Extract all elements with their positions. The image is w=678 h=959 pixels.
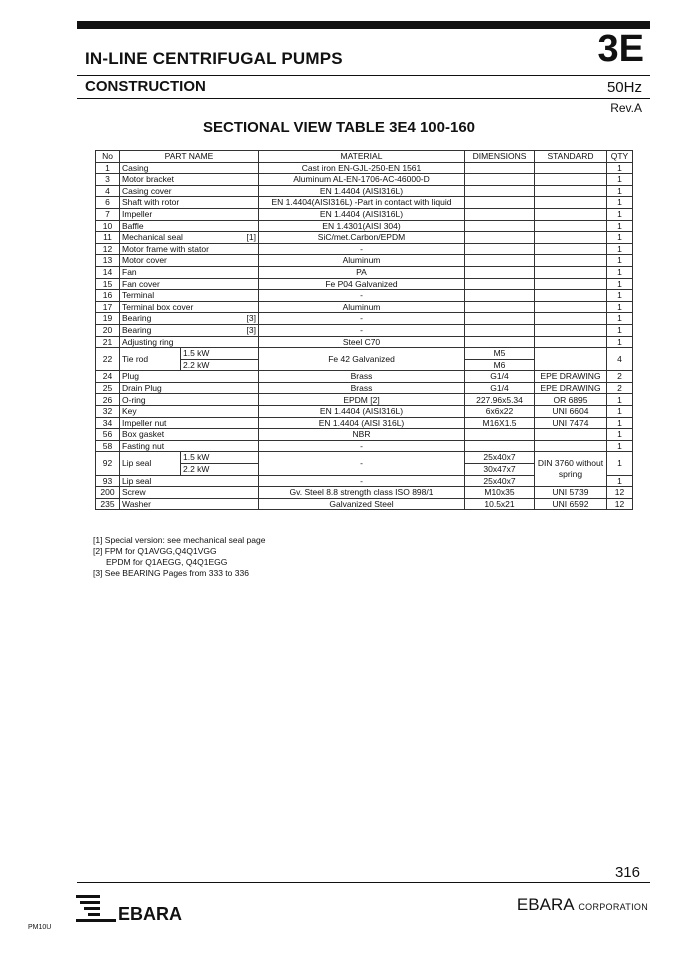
cell-dimensions [465,278,535,290]
part-name: Screw [122,487,146,498]
divider [77,98,650,99]
cell-part [120,174,259,186]
part-name: Terminal [122,290,155,301]
cell-dimensions [465,324,535,336]
cell-no: 16 [96,290,120,302]
cell-material: Fe P04 Galvanized [259,278,465,290]
part-name: Impeller [122,209,153,220]
cell-dimensions: M6 [465,359,535,371]
table-row [96,429,633,441]
cell-standard: UNI 7474 [535,417,607,429]
cell-dimensions [465,301,535,313]
cell-material: Cast iron EN-GJL-250-EN 1561 [259,162,465,174]
part-name: Bearing [122,324,152,335]
page-title: IN-LINE CENTRIFUGAL PUMPS [85,49,343,68]
cell-part [120,487,259,499]
cell-no: 17 [96,301,120,313]
cell-part [120,371,259,383]
cell-material: - [259,452,465,475]
cell-part [120,243,259,255]
cell-part [120,417,259,429]
table-row [96,185,633,197]
cell-dimensions: G1/4 [465,371,535,383]
part-name: Motor bracket [122,174,174,185]
ebara-logo [76,893,196,923]
part-name: Drain Plug [122,382,162,393]
table-row [96,174,633,186]
footnote: [3] See BEARING Pages from 333 to 336 [93,568,249,578]
cell-part: Tie rod [120,348,181,371]
part-name: Plug [122,371,140,382]
table-row [96,336,633,348]
cell-dimensions: 6x6x22 [465,406,535,418]
parts-table [95,150,633,510]
cell-qty: 2 [607,382,633,394]
table-row [96,208,633,220]
footnotes [93,535,265,579]
part-ref: [1] [246,232,256,243]
cell-qty: 1 [607,452,633,475]
part-name: Casing cover [122,185,172,196]
cell-dimensions [465,185,535,197]
cell-material: - [259,290,465,302]
cell-dimensions [465,197,535,209]
cell-dimensions: 30x47x7 [465,464,535,476]
cell-no: 92 [96,452,120,475]
cell-dimensions [465,243,535,255]
table-row [96,313,633,325]
cell-part [120,255,259,267]
cell-standard [535,243,607,255]
part-name: Fan cover [122,278,160,289]
cell-qty: 1 [607,429,633,441]
cell-qty: 1 [607,440,633,452]
cell-part [120,429,259,441]
corp-suffix: CORPORATION [578,902,648,912]
cell-dimensions [465,266,535,278]
cell-no: 21 [96,336,120,348]
cell-dimensions [465,429,535,441]
part-name: Impeller nut [122,417,167,428]
cell-no: 10 [96,220,120,232]
page-number: 316 [614,864,640,881]
cell-no: 11 [96,232,120,244]
table-row [96,243,633,255]
cell-no: 32 [96,406,120,418]
part-name: Mechanical seal [122,232,183,243]
cell-no: 26 [96,394,120,406]
cell-part [120,336,259,348]
cell-dimensions: M5 [465,348,535,360]
cell-sub: 1.5 kW [181,348,259,360]
col-standard: STANDARD [535,151,607,163]
part-name: Fan [122,266,137,277]
cell-qty: 1 [607,266,633,278]
cell-no: 14 [96,266,120,278]
cell-dimensions: M10x35 [465,487,535,499]
col-dimensions: DIMENSIONS [465,151,535,163]
cell-material: - [259,324,465,336]
revision: Rev.A [610,101,642,115]
cell-material: EN 1.4301(AISI 304) [259,220,465,232]
cell-no: 13 [96,255,120,267]
cell-qty: 4 [607,348,633,371]
cell-standard: EPE DRAWING [535,371,607,383]
cell-dimensions [465,313,535,325]
cell-part [120,290,259,302]
part-name: Motor frame with stator [122,243,209,254]
cell-part [120,162,259,174]
cell-qty: 1 [607,278,633,290]
cell-material: Aluminum [259,255,465,267]
cell-qty: 1 [607,324,633,336]
footnote: [2] FPM for Q1AVGG,Q4Q1VGG [93,546,217,556]
part-name: O-ring [122,394,146,405]
cell-standard [535,185,607,197]
cell-part [120,313,259,325]
divider [77,882,650,883]
cell-part [120,197,259,209]
part-name: Bearing [122,313,152,324]
cell-qty: 1 [607,255,633,267]
cell-dimensions [465,255,535,267]
cell-dimensions [465,220,535,232]
table-row [96,348,633,360]
cell-part [120,301,259,313]
cell-part: Lip seal [120,475,259,487]
cell-standard [535,301,607,313]
cell-no: 12 [96,243,120,255]
cell-dimensions [465,290,535,302]
table-title: SECTIONAL VIEW TABLE 3E4 100-160 [202,119,476,136]
cell-qty: 1 [607,162,633,174]
header-bar [77,21,650,29]
cell-standard [535,197,607,209]
table-header-row [96,151,633,163]
cell-no: 93 [96,475,120,487]
cell-no: 15 [96,278,120,290]
table-row [96,382,633,394]
cell-standard [535,290,607,302]
col-material: MATERIAL [259,151,465,163]
cell-no: 200 [96,487,120,499]
cell-qty: 12 [607,498,633,510]
cell-standard [535,324,607,336]
part-name: Casing [122,162,149,173]
cell-no: 56 [96,429,120,441]
cell-no: 34 [96,417,120,429]
table-row [96,266,633,278]
section-code: 3E [597,28,644,70]
cell-standard [535,232,607,244]
cell-dimensions: G1/4 [465,382,535,394]
cell-part [120,232,259,244]
cell-no: 20 [96,324,120,336]
cell-dimensions [465,208,535,220]
cell-part [120,220,259,232]
cell-standard [535,208,607,220]
part-name: Shaft with rotor [122,197,180,208]
part-name: Box gasket [122,429,165,440]
cell-qty: 1 [607,243,633,255]
cell-material: Brass [259,371,465,383]
table-row [96,162,633,174]
frequency: 50Hz [606,79,642,96]
doc-code: PM10U [28,924,52,931]
cell-material: EN 1.4404(AISI316L) -Part in contact with liquid [259,197,465,209]
cell-part [120,185,259,197]
table-row [96,197,633,209]
table-row [96,255,633,267]
cell-material: Gv. Steel 8.8 strength class ISO 898/1 [259,487,465,499]
cell-qty: 1 [607,313,633,325]
cell-dimensions: 25x40x7 [465,452,535,464]
cell-material: EPDM [2] [259,394,465,406]
cell-standard [535,348,607,371]
table-row [96,452,633,464]
cell-dimensions [465,174,535,186]
table-row [96,290,633,302]
cell-qty: 1 [607,220,633,232]
cell-part [120,324,259,336]
cell-standard: UNI 6592 [535,498,607,510]
table-row [96,371,633,383]
table-row [96,232,633,244]
table-row [96,220,633,232]
cell-standard [535,220,607,232]
col-qty: QTY [607,151,633,163]
part-name: Adjusting ring [122,336,174,347]
cell-standard: OR 6895 [535,394,607,406]
part-ref: [3] [246,324,256,335]
cell-standard [535,313,607,325]
cell-dimensions: 10.5x21 [465,498,535,510]
cell-part [120,440,259,452]
table-row [96,417,633,429]
cell-sub: 2.2 kW [181,359,259,371]
cell-part: Lip seal [120,452,181,475]
cell-standard: DIN 3760 without spring [535,452,607,487]
cell-no: 6 [96,197,120,209]
cell-standard [535,429,607,441]
cell-no: 19 [96,313,120,325]
cell-qty: 1 [607,174,633,186]
cell-part [120,208,259,220]
cell-no: 235 [96,498,120,510]
cell-part [120,382,259,394]
part-name: Fasting nut [122,440,165,451]
cell-material: PA [259,266,465,278]
page-subtitle: CONSTRUCTION [85,78,206,95]
cell-material: Aluminum AL-EN-1706-AC-46000-D [259,174,465,186]
cell-standard [535,255,607,267]
cell-material: Aluminum [259,301,465,313]
cell-material: EN 1.4404 (AISI316L) [259,208,465,220]
corp-name: EBARA [516,895,574,914]
cell-standard: UNI 5739 [535,487,607,499]
cell-material: - [259,313,465,325]
cell-no: 25 [96,382,120,394]
cell-material: EN 1.4404 (AISI 316L) [259,417,465,429]
cell-no: 58 [96,440,120,452]
cell-material: EN 1.4404 (AISI316L) [259,406,465,418]
cell-dimensions: 227.96x5.34 [465,394,535,406]
cell-standard: EPE DRAWING [535,382,607,394]
cell-standard [535,162,607,174]
cell-qty: 1 [607,208,633,220]
cell-standard [535,266,607,278]
part-name: Terminal box cover [122,301,194,312]
cell-qty: 12 [607,487,633,499]
cell-material: EN 1.4404 (AISI316L) [259,185,465,197]
cell-qty: 1 [607,394,633,406]
cell-material: SiC/met.Carbon/EPDM [259,232,465,244]
cell-qty: 1 [607,232,633,244]
col-part-name: PART NAME [120,151,259,163]
cell-dimensions [465,162,535,174]
divider [77,75,650,76]
cell-qty: 1 [607,197,633,209]
cell-material: Steel C70 [259,336,465,348]
cell-sub: 1.5 kW [181,452,259,464]
cell-qty: 1 [607,185,633,197]
part-name: Baffle [122,220,144,231]
cell-qty: 1 [607,406,633,418]
cell-material: Brass [259,382,465,394]
cell-no: 4 [96,185,120,197]
cell-dimensions [465,336,535,348]
cell-standard [535,278,607,290]
part-ref: [3] [246,313,256,324]
cell-material: - [259,243,465,255]
part-name: Key [122,406,137,417]
footnote: EPDM for Q1AEGG, Q4Q1EGG [106,557,228,567]
cell-material: Fe 42 Galvanized [259,348,465,371]
logo-text: EBARA [118,904,183,923]
cell-standard [535,336,607,348]
cell-no: 1 [96,162,120,174]
cell-qty: 1 [607,417,633,429]
cell-material: - [259,440,465,452]
cell-dimensions [465,232,535,244]
table-row [96,394,633,406]
cell-part [120,406,259,418]
col-no: No [96,151,120,163]
cell-qty: 1 [607,301,633,313]
cell-standard [535,174,607,186]
cell-sub: 2.2 kW [181,464,259,476]
corporation-name [517,895,648,915]
cell-qty: 2 [607,371,633,383]
cell-part [120,498,259,510]
cell-standard [535,440,607,452]
cell-part [120,278,259,290]
cell-dimensions: M16X1.5 [465,417,535,429]
cell-no: 7 [96,208,120,220]
part-name: Washer [122,498,151,509]
cell-dimensions: 25x40x7 [465,475,535,487]
cell-part [120,394,259,406]
table-row [96,487,633,499]
cell-part [120,266,259,278]
cell-material: NBR [259,429,465,441]
table-row [96,498,633,510]
cell-no: 3 [96,174,120,186]
part-name: Motor cover [122,255,167,266]
cell-qty: 1 [607,336,633,348]
cell-no: 22 [96,348,120,371]
cell-qty: 1 [607,290,633,302]
cell-dimensions [465,440,535,452]
cell-qty: 1 [607,475,633,487]
cell-standard: UNI 6604 [535,406,607,418]
table-row [96,440,633,452]
table-row [96,278,633,290]
table-row [96,301,633,313]
cell-material: - [259,475,465,487]
footnote: [1] Special version: see mechanical seal page [93,535,266,545]
table-row [96,324,633,336]
cell-no: 24 [96,371,120,383]
cell-material: Galvanized Steel [259,498,465,510]
table-row [96,406,633,418]
